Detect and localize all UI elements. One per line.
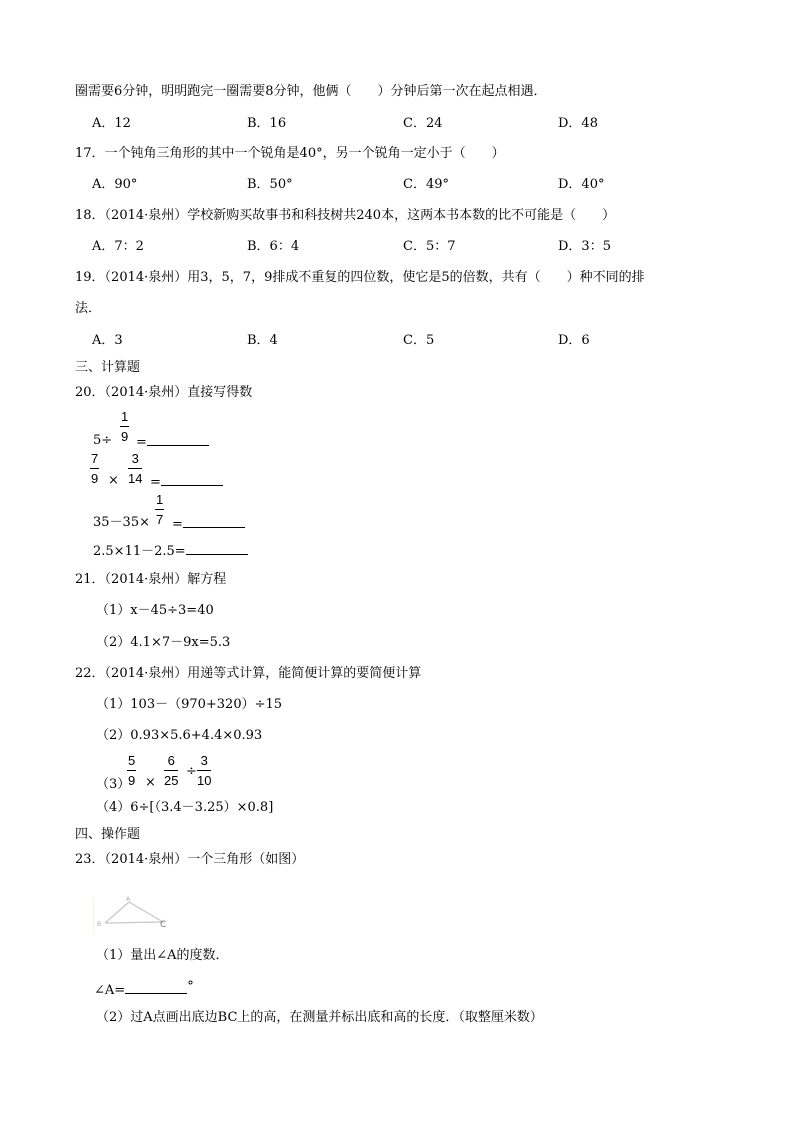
divide: ÷ [186, 764, 197, 779]
q22-item-3-label: （3） [96, 777, 131, 792]
vertex-b-label: B [97, 921, 102, 928]
q22-item-1: （1）103－（970+320）÷15 [96, 697, 283, 712]
numerator: 5 [127, 753, 136, 771]
q22-item-2: （2）0.93×5.6+4.4×0.93 [96, 728, 263, 743]
q19-continuation: 法． [75, 301, 102, 316]
denominator: 9 [91, 471, 99, 486]
vertex-c-label: C [160, 920, 167, 930]
numerator: 3 [197, 753, 211, 771]
fraction [128, 451, 142, 486]
q20-e3-equals [172, 515, 245, 533]
degree-symbol: ° [187, 979, 194, 994]
denominator: 9 [121, 429, 129, 444]
q16-option-a: A．12 [92, 116, 131, 131]
answer-blank [183, 515, 245, 528]
q23-subquestion-2: （2）过A点画出底边BC上的高，在测量并标出底和高的长度．（取整厘米数） [96, 1010, 543, 1025]
q18-option-c: C．5：7 [403, 239, 456, 254]
answer-blank [186, 542, 248, 555]
equals: = [150, 475, 161, 490]
answer-blank [125, 981, 187, 994]
section-4-heading: 四、操作题 [75, 827, 141, 842]
numerator: 1 [155, 492, 164, 510]
equals: = [172, 517, 183, 532]
angle-label: ∠A= [94, 983, 126, 998]
q23-text: 23．（2014·泉州）一个三角形（如图） [75, 852, 305, 867]
q18-option-a: A．7：2 [92, 239, 144, 254]
q17-text: 17．一个钝角三角形的其中一个锐角是40°，另一个锐角一定小于（ ） [75, 146, 505, 161]
q20-e1-equals [136, 433, 209, 451]
numerator: 7 [90, 451, 99, 469]
times: × [145, 775, 156, 790]
q23-answer-line [94, 979, 194, 999]
q16-option-c: C．24 [403, 116, 443, 131]
q19-option-c: C．5 [403, 333, 435, 348]
denominator: 9 [128, 773, 136, 788]
q19-text: 19．（2014·泉州）用3，5，7，9排成不重复的四位数，使它是5的倍数，共有（ ）种不同的排 [75, 270, 645, 285]
q16-option-d: D．48 [558, 116, 598, 131]
answer-blank [147, 433, 209, 446]
q21-text: 21．（2014·泉州）解方程 [75, 572, 227, 587]
vertex-a-label: A [126, 896, 131, 903]
q21-item-2: （2）4.1×7－9x=5.3 [96, 635, 231, 650]
numerator: 6 [164, 753, 178, 771]
times: × [108, 473, 119, 488]
q21-item-1: （1）x－45÷3=40 [96, 603, 214, 618]
q22-text: 22．（2014·泉州）用递等式计算，能简便计算的要简便计算 [75, 666, 422, 681]
q23-subquestion-1: （1）量出∠A的度数． [96, 948, 229, 963]
q16-continuation: 圈需要6分钟，明明跑完一圈需要8分钟，他俩（ ）分钟后第一次在起点相遇． [75, 84, 547, 99]
fraction [90, 451, 99, 486]
q17-option-a: A．90° [92, 177, 138, 192]
expression: 2.5×11－2.5= [93, 544, 186, 559]
denominator: 10 [197, 773, 212, 788]
numerator: 1 [120, 409, 129, 427]
triangle-figure [93, 893, 173, 935]
fraction [155, 492, 164, 527]
q20-text: 20．（2014·泉州）直接写得数 [75, 385, 253, 400]
q17-option-c: C．49° [403, 177, 449, 192]
q20-e2-equals [150, 473, 223, 491]
q18-text: 18．（2014·泉州）学校新购买故事书和科技树共240本，这两本书本数的比不可能是（ ） [75, 208, 616, 223]
q20-e4 [93, 542, 248, 560]
q16-option-b: B．16 [247, 116, 287, 131]
fraction [164, 753, 178, 788]
fraction [127, 753, 136, 788]
q19-option-a: A．3 [92, 333, 123, 348]
q20-e1-prefix: 5÷ [93, 433, 113, 448]
answer-blank [161, 473, 223, 486]
q18-option-b: B．6：4 [247, 239, 300, 254]
denominator: 7 [156, 512, 164, 527]
q19-option-b: B．4 [247, 333, 278, 348]
numerator: 3 [128, 451, 142, 469]
fraction [197, 753, 211, 788]
q17-option-d: D．40° [558, 177, 605, 192]
q22-item-4: （4）6÷[（3.4－3.25）×0.8] [96, 800, 274, 815]
q18-option-d: D．3：5 [558, 239, 611, 254]
q20-e3-prefix: 35－35× [93, 515, 150, 530]
equals: = [136, 435, 147, 450]
q17-option-b: B．50° [247, 177, 293, 192]
fraction [120, 409, 129, 444]
denominator: 14 [128, 471, 143, 486]
section-3-heading: 三、计算题 [75, 360, 141, 375]
q19-option-d: D．6 [558, 333, 590, 348]
denominator: 25 [164, 773, 179, 788]
